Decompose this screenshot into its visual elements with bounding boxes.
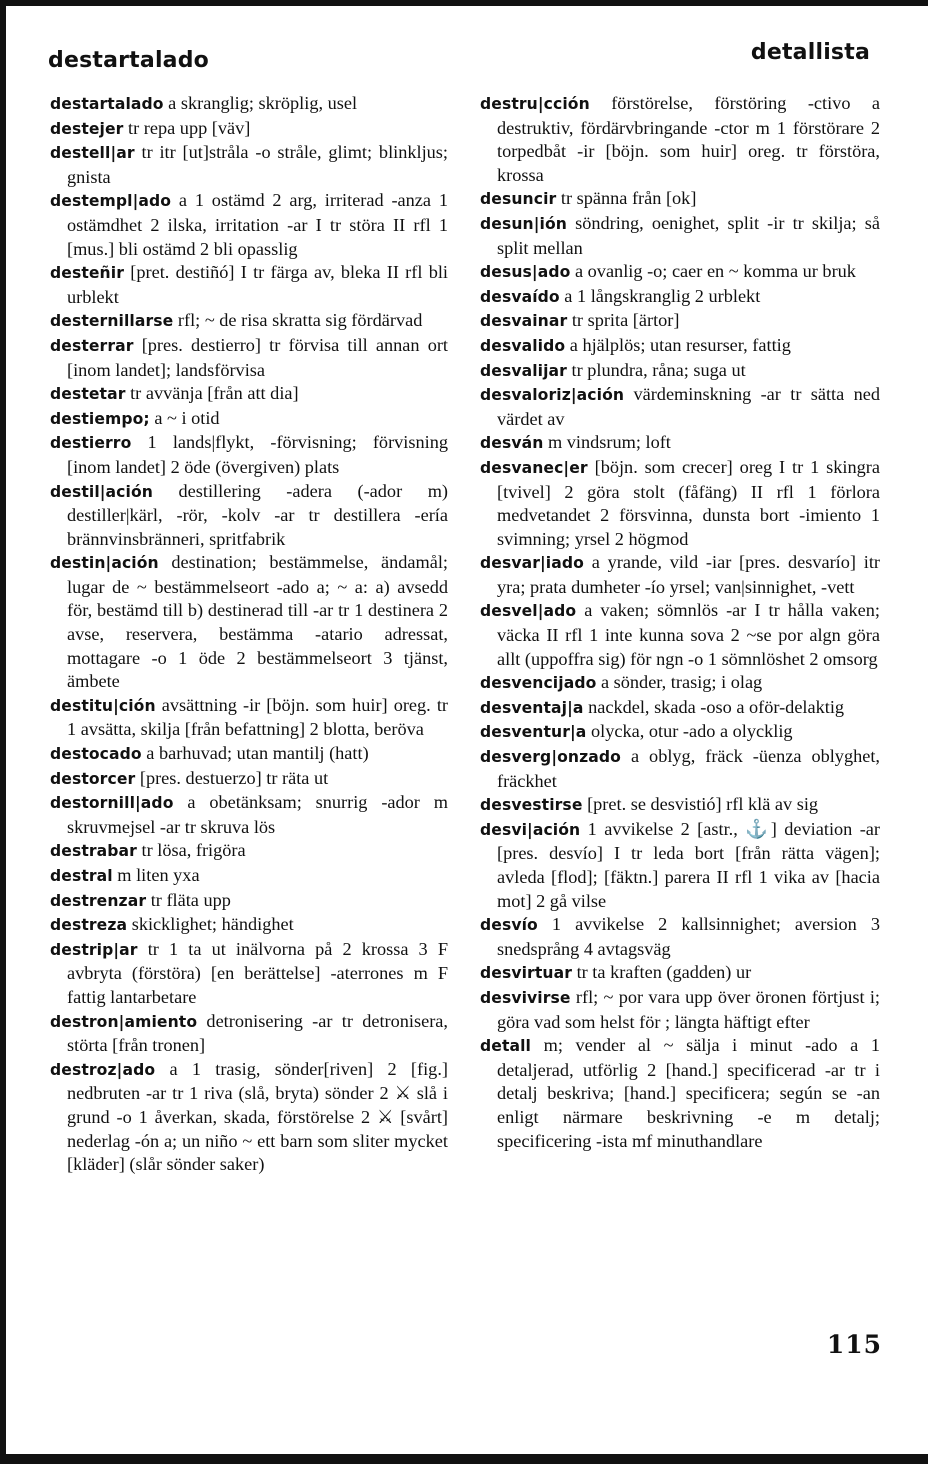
entry-headword: desus|ado: [480, 263, 571, 282]
entry-definition: a skranglig; skröplig, usel: [163, 93, 358, 113]
dictionary-entry: [50, 309, 448, 334]
entry-definition: a barhuvad; utan mantilj (hatt): [141, 743, 369, 764]
entry-headword: desván: [480, 434, 544, 453]
entry-headword: destierro: [50, 434, 132, 453]
entry-definition: a ~ i otid: [149, 407, 220, 428]
entry-definition: 1 avvikelse 2 kallsinnighet; aversion 3 snedsprång 4 avtagsväg: [497, 914, 880, 959]
entry-headword: desternillarse: [50, 312, 174, 331]
entry-headword: destral: [50, 867, 113, 885]
entry-headword: destell|ar: [50, 144, 135, 163]
dictionary-entry: [480, 818, 880, 913]
entry-definition: tr itr [ut]stråla -o stråle, glimt; blinkljus; gnista: [67, 142, 448, 187]
entry-definition: [pret. destiñó] I tr färga av, bleka II rfl bli urblekt: [67, 262, 448, 307]
entry-headword: desvivirse: [480, 988, 571, 1007]
entry-headword: desvencijado: [480, 674, 597, 693]
dictionary-entry: [50, 334, 448, 382]
dictionary-entry: [480, 285, 880, 310]
entry-definition: rfl; ~ de risa skratta sig fördärvad: [173, 310, 423, 331]
entry-headword: destitu|ción: [50, 696, 156, 715]
entry-headword: desun|ión: [480, 214, 567, 233]
dictionary-entry: [480, 671, 880, 696]
dictionary-entry: [50, 92, 448, 117]
dictionary-entry: [50, 382, 448, 407]
entry-definition: tr plundra, råna; suga ut: [566, 359, 746, 380]
entry-definition: a 1 långskranglig 2 urblekt: [559, 285, 761, 306]
entry-definition: destillering -adera (-ador m) destiller|kärl, -rör, -kolv -ar tr destillera -ería brännvinsbränneri, spritfabrik: [67, 480, 448, 549]
left-column: [50, 92, 448, 1177]
entry-headword: desvirtuar: [480, 964, 572, 983]
entry-headword: desvalido: [480, 336, 566, 355]
entry-headword: desterrar: [50, 336, 134, 355]
entry-definition: tr spänna från [ok]: [556, 188, 697, 209]
dictionary-entry: [50, 938, 448, 1010]
dictionary-entry: [480, 260, 880, 285]
entry-headword: destroz|ado: [50, 1060, 156, 1079]
entry-definition: a obetänksam; snurrig -ador m skruvmejsel -ar tr skruva lös: [67, 792, 448, 837]
entry-definition: m liten yxa: [112, 865, 200, 885]
page-number: 115: [826, 1330, 882, 1359]
entry-definition: m vindsrum; loft: [543, 432, 671, 453]
right-column: [480, 92, 880, 1153]
entry-definition: tr 1 ta ut inälvorna på 2 krossa 3 F avbryta (förstöra) [en berättelse] -aterrones m F fattig lantarbetare: [67, 938, 448, 1007]
entry-definition: värdeminskning -ar tr sätta ned värdet av: [497, 384, 880, 429]
entry-definition: detronisering -ar tr detronisera, störta [från tronen]: [67, 1010, 448, 1056]
dictionary-entry: [50, 694, 448, 742]
entry-definition: skicklighet; händighet: [127, 914, 294, 935]
dictionary-entry: [480, 599, 880, 671]
entry-definition: nackdel, skada -oso a oför-delaktig: [583, 696, 845, 717]
entry-headword: desventur|a: [480, 723, 587, 742]
dictionary-entry: [50, 864, 448, 889]
entry-definition: rfl; ~ por vara upp över öronen förtjust i; göra vad som helst för ; längta häftigt efter: [497, 986, 880, 1032]
entry-definition: [pres. destuerzo] tr räta ut: [135, 767, 329, 788]
entry-headword: desvanec|er: [480, 458, 588, 477]
entry-headword: desvel|ado: [480, 602, 577, 621]
entry-headword: desvaído: [480, 287, 560, 306]
entry-definition: tr avvänja [från att dia]: [125, 383, 299, 404]
entry-headword: desvaloriz|ación: [480, 386, 625, 405]
left-page-edge: [0, 0, 6, 1464]
dictionary-entry: [480, 793, 880, 818]
entry-definition: a 1 ostämd 2 arg, irriterad -anza 1 ostämdhet 2 ilska, irritation -ar I tr störa II rfl 1 [mus.] bli ostämd 2 bli opasslig: [67, 190, 448, 259]
entry-definition: förstörelse, förstöring -ctivo a destruktiv, fördärvbringande -ctor m 1 förstörare 2 torpedbåt -ir [böjn. som huir] oreg. tr förstöra, krossa: [497, 93, 880, 185]
dictionary-entry: [480, 720, 880, 745]
entry-definition: tr lösa, frigöra: [136, 840, 246, 861]
dictionary-entry: [50, 261, 448, 309]
entry-definition: tr sprita [ärtor]: [567, 310, 680, 331]
entry-headword: destartalado: [50, 95, 164, 113]
entry-definition: [pres. destierro] tr förvisa till annan ort [inom landet]; landsförvisa: [67, 334, 448, 380]
entry-definition: avsättning -ir [böjn. som huir] oreg. tr 1 avsätta, skilja [från befattning] 2 blotta, beröva: [67, 694, 448, 740]
dictionary-entry: [50, 431, 448, 479]
dictionary-entry: [50, 791, 448, 839]
dictionary-entry: [50, 767, 448, 792]
left-guide-word: destartalado: [48, 48, 209, 73]
entry-headword: destocado: [50, 745, 142, 764]
dictionary-entry: [480, 431, 880, 456]
dictionary-entry: [50, 1010, 448, 1058]
entry-headword: destornill|ado: [50, 794, 174, 813]
entry-definition: a yrande, vild -iar [pres. desvarío] itr yra; prata dumheter -ío yrsel; van|sinnighet, -vett: [497, 552, 880, 597]
entry-headword: desvar|iado: [480, 554, 584, 573]
entry-headword: destron|amiento: [50, 1012, 198, 1031]
entry-headword: desvalijar: [480, 361, 567, 380]
entry-definition: a oblyg, fräck -üenza oblyghet, fräckhet: [497, 746, 880, 791]
top-page-edge: [0, 0, 928, 6]
entry-definition: [böjn. som crecer] oreg I tr 1 skingra [tvivel] 2 göra stolt (fåfäng) II rfl 1 förlora medvetandet 2 försvinna, dunsta bort -imiento 1 svimning; yrsel 2 högmod: [497, 456, 880, 549]
entry-definition: tr fläta upp: [146, 889, 231, 910]
entry-headword: destil|ación: [50, 482, 153, 501]
entry-headword: destorcer: [50, 769, 136, 788]
entry-headword: desvi|ación: [480, 820, 581, 839]
dictionary-entry: [50, 189, 448, 261]
dictionary-entry: [50, 480, 448, 552]
entry-definition: tr ta kraften (gadden) ur: [572, 962, 752, 983]
dictionary-entry: [50, 551, 448, 694]
entry-definition: [pret. se desvistió] rfl klä av sig: [582, 794, 819, 815]
dictionary-entry: [480, 551, 880, 599]
dictionary-entry: [480, 986, 880, 1034]
dictionary-entry: [480, 212, 880, 260]
entry-definition: a vaken; sömnlös -ar I tr hålla vaken; väcka II rfl 1 inte kunna sova 2 ~se por algn göra allt (uppoffra sig) för ngn -o 1 sömnlöshet 2 omsorg: [497, 600, 880, 669]
dictionary-entry: [50, 117, 448, 142]
entry-headword: desventaj|a: [480, 698, 584, 717]
entry-headword: desvío: [480, 916, 538, 935]
dictionary-entry: [50, 1058, 448, 1177]
entry-definition: m; vender al ~ sälja i minut -ado a 1 detaljerad, utförlig 2 [hand.] specificerad -ar tr i detalj beskriva; [hand.] specificera; según se -an enligt närmare beskrivning -e m detalj; specificering -ista mf minuthandlare: [497, 1035, 880, 1151]
entry-headword: desvainar: [480, 312, 568, 331]
dictionary-entry: [480, 334, 880, 359]
dictionary-entry: [50, 889, 448, 914]
entry-headword: desverg|onzado: [480, 748, 621, 767]
entry-headword: desvestirse: [480, 796, 583, 815]
entry-headword: destreza: [50, 916, 128, 935]
entry-headword: detall: [480, 1037, 532, 1056]
entry-definition: tr repa upp [väv]: [123, 117, 251, 138]
dictionary-entry: [480, 187, 880, 212]
entry-headword: destrenzar: [50, 891, 147, 910]
entry-headword: destempl|ado: [50, 192, 172, 211]
dictionary-entry: [480, 92, 880, 187]
dictionary-entry: [50, 913, 448, 938]
entry-definition: 1 lands|flykt, -förvisning; förvisning [inom landet] 2 öde (övergiven) plats: [67, 432, 448, 477]
entry-headword: destru|cción: [480, 95, 590, 113]
entry-definition: olycka, otur -ado a olycklig: [586, 721, 793, 742]
dictionary-entry: [480, 696, 880, 721]
entry-definition: a sönder, trasig; i olag: [596, 672, 763, 693]
entry-headword: destetar: [50, 385, 126, 404]
dictionary-entry: [50, 742, 448, 767]
dictionary-entry: [480, 456, 880, 551]
right-guide-word: detallista: [750, 40, 870, 65]
entry-headword: desteñir: [50, 264, 124, 283]
dictionary-entry: [50, 141, 448, 189]
dictionary-entry: [480, 359, 880, 384]
entry-headword: destin|ación: [50, 554, 159, 573]
dictionary-entry: [480, 383, 880, 431]
dictionary-entry: [480, 913, 880, 961]
dictionary-entry: [480, 745, 880, 793]
dictionary-entry: [50, 407, 448, 432]
entry-headword: destrip|ar: [50, 940, 138, 959]
entry-headword: desuncir: [480, 190, 557, 209]
entry-definition: a hjälplös; utan resurser, fattig: [565, 334, 791, 355]
entry-headword: destiempo;: [50, 409, 150, 428]
dictionary-entry: [480, 1034, 880, 1153]
entry-definition: destination; bestämmelse, ändamål; lugar de ~ bestämmelseort -ado a; ~ a: a) avsedd för, bestämd till b) destinerad till -ar tr 1 destinera 2 avse, reservera, bestämma -atario adressat, mottagare -o 1 öde 2 bestämmelseort 3 tjänst, ämbete: [67, 552, 448, 692]
entry-definition: a ovanlig -o; caer en ~ komma ur bruk: [570, 261, 856, 282]
entry-headword: destrabar: [50, 842, 137, 861]
bottom-page-edge: [0, 1454, 928, 1464]
dictionary-entry: [50, 839, 448, 864]
dictionary-entry: [480, 309, 880, 334]
entry-definition: a 1 trasig, sönder[riven] 2 [fig.] nedbruten -ar tr 1 riva (slå, bryta) sönder 2 ⚔ slå i grund -o 1 åverkan, skada, förstörelse 2 ⚔ [svårt] nederlag -ón a; un niño ~ ett barn som sliter mycket [kläder] (slår sönder saker): [67, 1058, 448, 1175]
entry-headword: destejer: [50, 119, 124, 138]
entry-definition: söndring, oenighet, split -ir tr skilja; så split mellan: [497, 212, 880, 258]
dictionary-entry: [480, 961, 880, 986]
entry-definition: 1 avvikelse 2 [astr., ⚓] deviation -ar [pres. desvío] I tr leda bort [från rätta vägen]; avleda [flod]; [fäktn.] parera II rfl 1 vika av [hacia mot] 2 gå vilse: [497, 818, 880, 911]
